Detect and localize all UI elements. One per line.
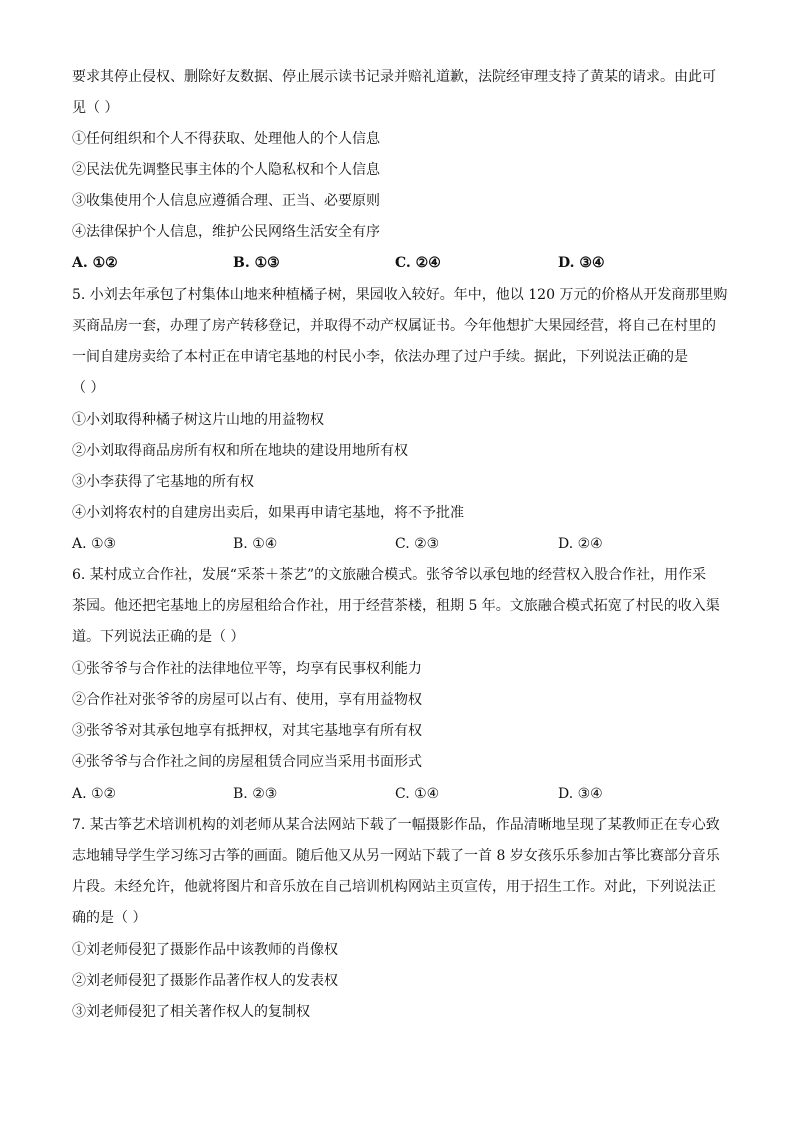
q4-option-d: D. ③④ [558, 255, 605, 271]
q5-stem-line-4: （ ） [72, 380, 105, 396]
q6-item-3: ③张爷爷对其承包地享有抵押权，对其宅基地享有所有权 [72, 723, 422, 739]
q5-option-a: A. ①③ [72, 536, 117, 552]
q6-item-4: ④张爷爷与合作社之间的房屋租赁合同应当采用书面形式 [72, 754, 422, 770]
q6-option-a: A. ①② [72, 786, 117, 802]
q4-stem-line-1: 要求其停止侵权、删除好友数据、停止展示读书记录并赔礼道歉，法院经审理支持了黄某的请求。由此可 [72, 69, 716, 85]
q6-stem-line-3: 道。下列说法正确的是（ ） [72, 629, 245, 645]
q4-options [72, 253, 732, 273]
q7-stem-line-3: 片段。未经允许，他就将图片和音乐放在自己培训机构网站主页宣传，用于招生工作。对此，下列说法正 [72, 879, 716, 895]
q4-item-2: ②民法优先调整民事主体的个人隐私权和个人信息 [72, 162, 380, 178]
q6-stem-line-2: 茶园。他还把宅基地上的房屋租给合作社，用于经营茶楼，租期 5 年。文旅融合模式拓宽了村民的收入渠 [72, 598, 720, 614]
q4-option-a: A. ①② [72, 255, 118, 271]
q5-stem-line-1: 5. 小刘去年承包了村集体山地来种植橘子树，果园收入较好。年中，他以 120 万元的价格从开发商那里购 [72, 287, 728, 303]
q6-option-d: D. ③④ [558, 786, 603, 802]
q5-options [72, 534, 732, 554]
q5-item-2: ②小刘取得商品房所有权和所在地块的建设用地所有权 [72, 443, 408, 459]
q4-item-4: ④法律保护个人信息，维护公民网络生活安全有序 [72, 224, 380, 240]
q4-option-c: C. ②④ [395, 255, 441, 271]
q5-option-c: C. ②③ [395, 536, 440, 552]
q6-item-2: ②合作社对张爷爷的房屋可以占有、使用，享有用益物权 [72, 692, 422, 708]
q5-item-1: ①小刘取得种橘子树这片山地的用益物权 [72, 412, 324, 428]
q7-item-3: ③刘老师侵犯了相关著作权人的复制权 [72, 1004, 310, 1020]
q6-option-b: B. ②③ [233, 786, 278, 802]
q4-option-b: B. ①③ [233, 255, 280, 271]
q4-stem-line-2: 见（ ） [72, 100, 119, 116]
q6-option-c: C. ①④ [395, 786, 440, 802]
q5-option-b: B. ①④ [233, 536, 278, 552]
q5-item-3: ③小李获得了宅基地的所有权 [72, 474, 254, 490]
q5-stem-line-3: 一间自建房卖给了本村正在申请宅基地的村民小李，依法办理了过户手续。据此，下列说法正确的是 [72, 349, 688, 365]
q6-item-1: ①张爷爷与合作社的法律地位平等，均享有民事权利能力 [72, 661, 422, 677]
q5-stem-line-2: 买商品房一套，办理了房产转移登记，并取得不动产权属证书。今年他想扩大果园经营，将自己在村里的 [72, 318, 716, 334]
q4-item-3: ③收集使用个人信息应遵循合理、正当、必要原则 [72, 193, 380, 209]
q7-item-1: ①刘老师侵犯了摄影作品中该教师的肖像权 [72, 942, 338, 958]
q6-stem-line-1: 6. 某村成立合作社，发展“采茶＋茶艺”的文旅融合模式。张爷爷以承包地的经营权入股合作社，用作采 [72, 567, 707, 583]
q4-item-1: ①任何组织和个人不得获取、处理他人的个人信息 [72, 131, 380, 147]
q7-item-2: ②刘老师侵犯了摄影作品著作权人的发表权 [72, 973, 338, 989]
q5-option-d: D. ②④ [558, 536, 603, 552]
q5-item-4: ④小刘将农村的自建房出卖后，如果再申请宅基地，将不予批准 [72, 505, 464, 521]
q6-options [72, 784, 732, 804]
q7-stem-line-2: 志地辅导学生学习练习古筝的画面。随后他又从另一网站下载了一首 8 岁女孩乐乐参加古筝比赛部分音乐 [72, 848, 720, 864]
q7-stem-line-1: 7. 某古筝艺术培训机构的刘老师从某合法网站下载了一幅摄影作品，作品清晰地呈现了某教师正在专心致 [72, 817, 720, 833]
q7-stem-line-4: 确的是（ ） [72, 910, 147, 926]
